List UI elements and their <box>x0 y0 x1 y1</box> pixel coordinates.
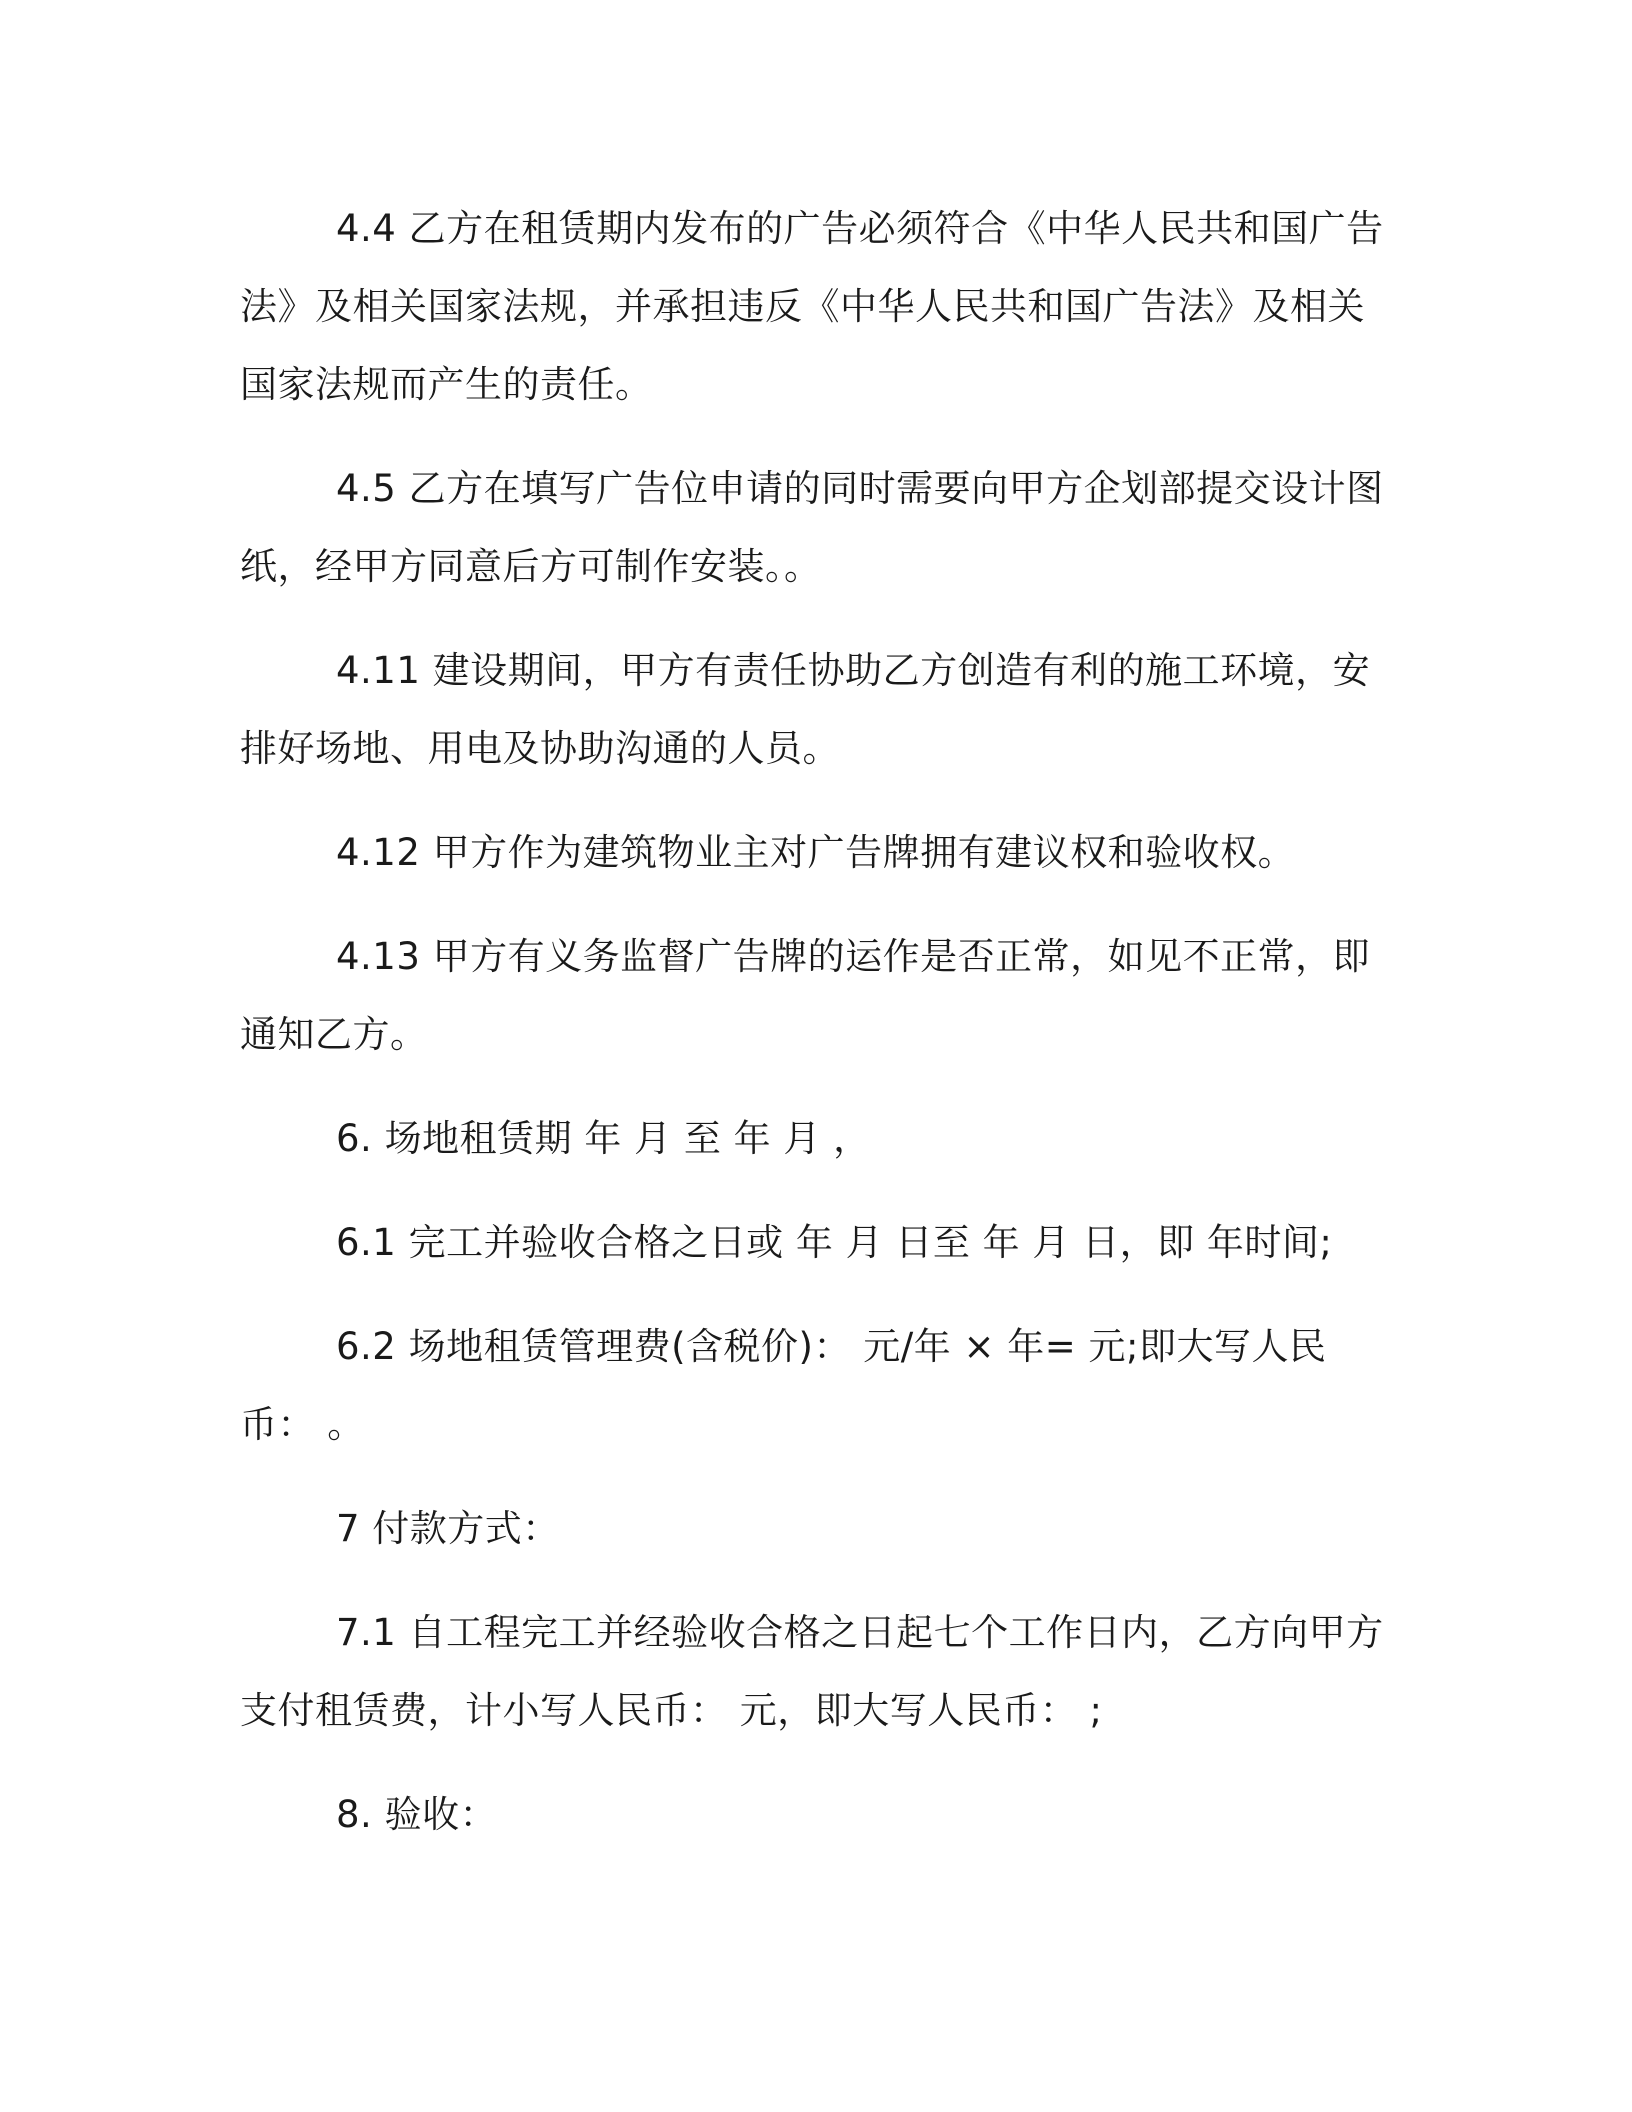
clause-4-11: 4.11 建设期间，甲方有责任协助乙方创造有利的施工环境，安排好场地、用电及协助沟通的人员。 <box>240 649 1371 770</box>
clause-8-heading: 8. 验收： <box>336 1793 498 1836</box>
clause-6-2: 6.2 场地租赁管理费(含税价)： 元/年 × 年= 元;即大写人民币： 。 <box>240 1325 1327 1446</box>
document-body <box>240 190 1390 1880</box>
clause-6-1: 6.1 完工并验收合格之日或 年 月 日至 年 月 日，即 年时间; <box>336 1221 1333 1264</box>
clause-4-5: 4.5 乙方在填写广告位申请的同时需要向甲方企划部提交设计图纸，经甲方同意后方可制作安装。。 <box>240 467 1384 588</box>
clause-4-12: 4.12 甲方作为建筑物业主对广告牌拥有建议权和验收权。 <box>336 831 1296 874</box>
clause-4-4: 4.4 乙方在租赁期内发布的广告必须符合《中华人民共和国广告法》及相关国家法规，并承担违反《中华人民共和国广告法》及相关国家法规而产生的责任。 <box>240 207 1384 406</box>
clause-7-heading: 7 付款方式： <box>336 1507 560 1550</box>
clause-7-1: 7.1 自工程完工并经验收合格之日起七个工作日内，乙方向甲方支付租赁费，计小写人民币： 元，即大写人民币： ; <box>240 1611 1384 1732</box>
clause-6: 6. 场地租赁期 年 月 至 年 月 ， <box>336 1117 871 1160</box>
clause-4-13: 4.13 甲方有义务监督广告牌的运作是否正常，如见不正常，即通知乙方。 <box>240 935 1371 1056</box>
